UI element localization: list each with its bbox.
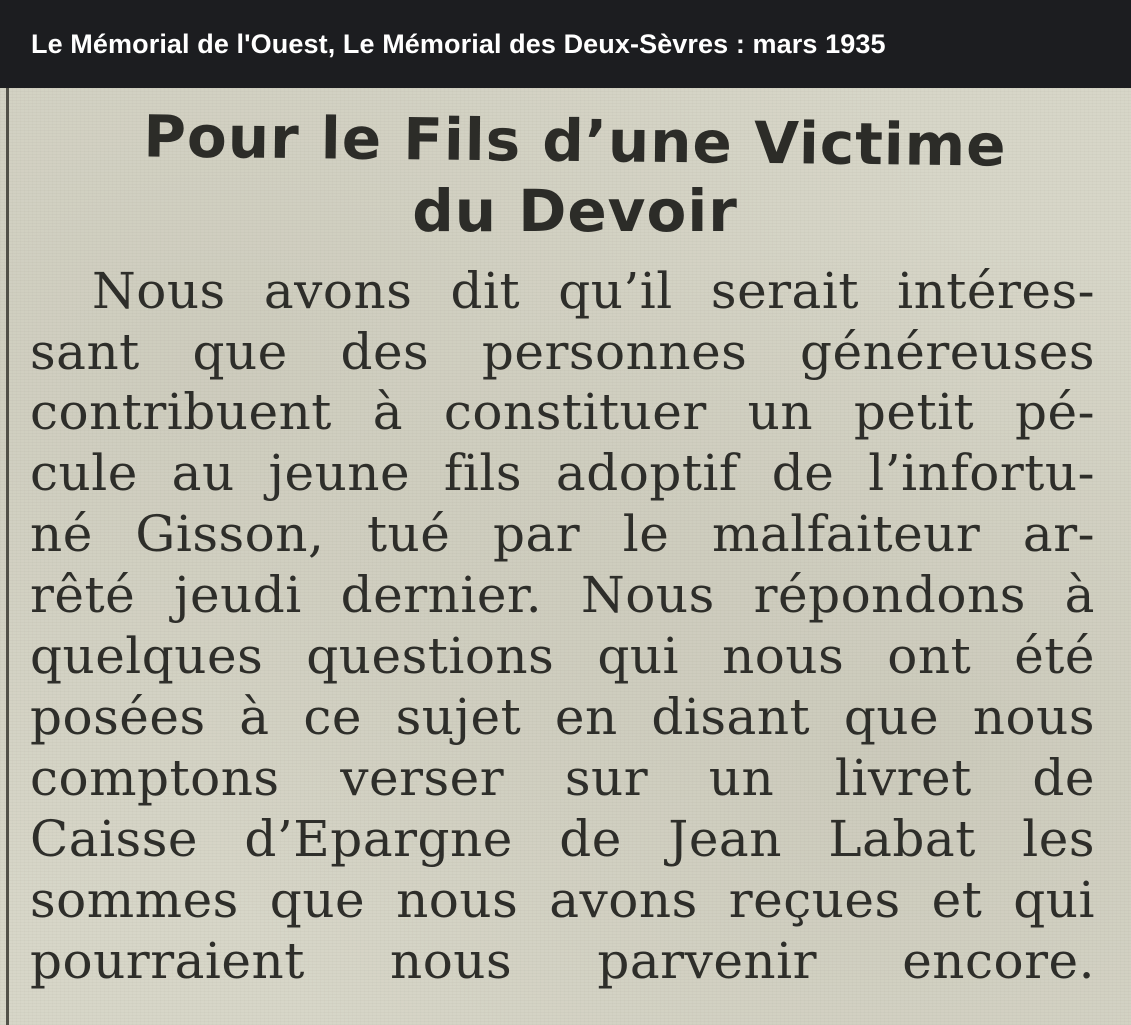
article-line-6: rêté jeudi dernier. Nous répondons à (30, 566, 1095, 624)
article-line-8: posées à ce sujet en disant que nous (30, 688, 1095, 746)
article-line-2: sant que des personnes généreuses (30, 323, 1095, 381)
article-line-10: Caisse d’Epargne de Jean Labat les (30, 810, 1095, 868)
article-line-5: né Gisson, tué par le malfaiteur ar- (30, 505, 1095, 563)
article-line-9: comptons verser sur un livret de (30, 749, 1095, 807)
headline-line-2: du Devoir (412, 177, 738, 245)
article-line-7: quelques questions qui nous ont été (30, 627, 1095, 685)
article-line-3: contribuent à constituer un petit pé- (30, 383, 1095, 441)
article-line-12: pourraient nous parvenir encore. (30, 932, 1095, 990)
article-line-4: cule au jeune fils adoptif de l’infortu- (30, 444, 1095, 502)
window-title: Le Mémorial de l'Ouest, Le Mémorial des Deux-Sèvres : mars 1935 (31, 28, 886, 59)
title-bar (0, 0, 1131, 88)
article-line-1: Nous avons dit qu’il serait intéres- (92, 262, 1095, 320)
column-rule (6, 88, 9, 1025)
article-line-11: sommes que nous avons reçues et qui (30, 871, 1095, 929)
newspaper-scan (0, 88, 1131, 1025)
headline-line-1: Pour le Fils d’une Victime (143, 102, 1007, 180)
